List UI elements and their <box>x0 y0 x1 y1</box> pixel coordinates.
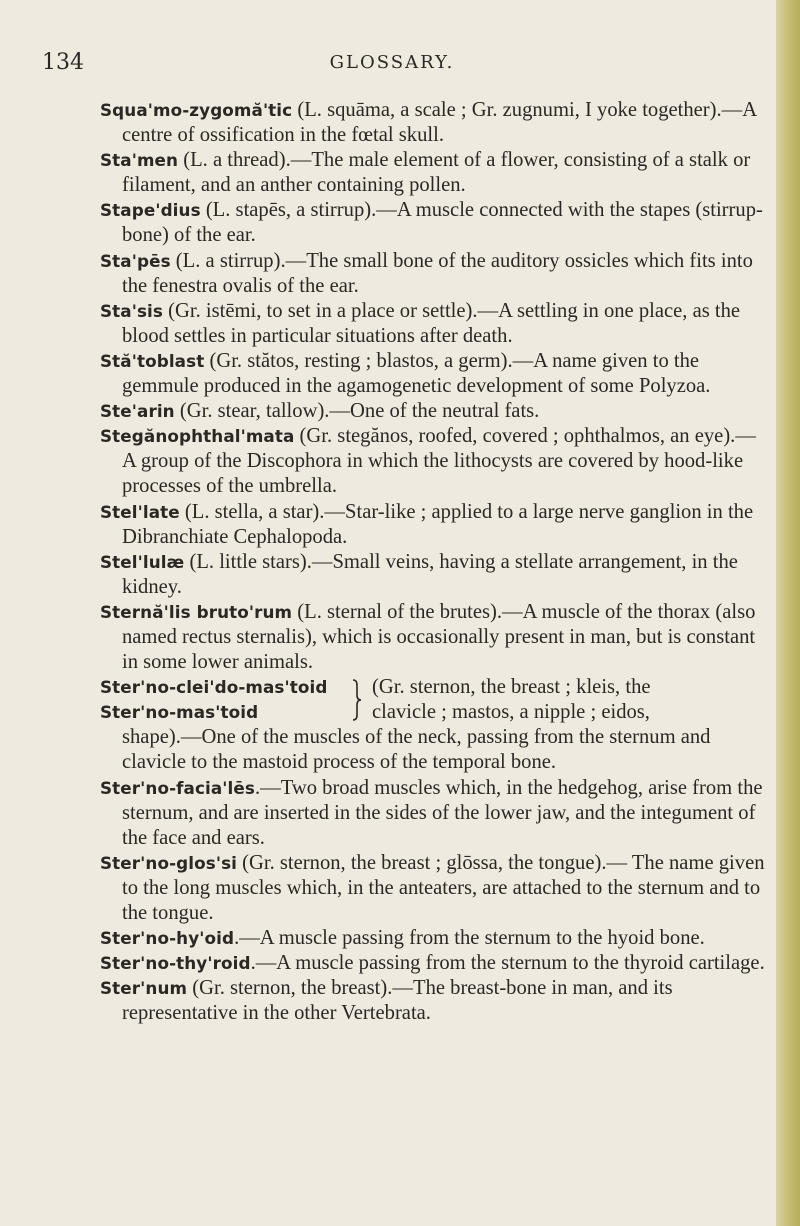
headword: Ster'no-clei'do-mas'toid <box>100 677 328 698</box>
definition: shape).—One of the muscles of the neck, passing from the sternum and clavicle to the mastoid process of the temporal bone. <box>122 726 711 774</box>
definition-line: clavicle ; mastos, a nipple ; eidos, <box>372 701 650 724</box>
page-edge <box>776 0 800 1226</box>
glossary-entry <box>100 424 768 499</box>
page-header <box>42 50 742 78</box>
headword: Ster'no-facia'lēs <box>100 777 255 798</box>
paired-headwords <box>100 675 327 725</box>
glossary-entry <box>100 550 768 600</box>
definition: (L. a thread).—The male element of a flower, consisting of a stalk or filament, and an anther containing pollen. <box>122 149 751 197</box>
brace-icon <box>352 679 362 721</box>
definition: (L. stella, a star).—Star-like ; applied to a large nerve ganglion in the Dibranchiate Cephalopoda. <box>122 500 754 548</box>
headword: Squa'mo-zygomă'tic <box>100 100 293 120</box>
definition: (Gr. stear, tallow).—One of the neutral fats. <box>174 400 540 423</box>
definition: (Gr. stegănos, roofed, covered ; ophthalmos, an eye).—A group of the Discophora in which the lithocysts are covered by hood-like processes of the umbrella. <box>122 425 756 498</box>
headword: Ster'no-mas'toid <box>100 702 259 723</box>
definition: (L. squāma, a scale ; Gr. zugnumi, I yoke together).—A centre of ossification in the fœtal skull. <box>122 99 757 147</box>
headword: Ster'no-thy'roid <box>100 953 251 974</box>
glossary-entry <box>100 249 768 299</box>
glossary-entry <box>100 148 768 198</box>
headword: Stel'lulæ <box>100 551 185 572</box>
glossary-entry <box>100 976 768 1026</box>
glossary-entry <box>100 926 768 951</box>
definition: .—A muscle passing from the sternum to the thyroid cartilage. <box>250 952 765 975</box>
running-head: GLOSSARY. <box>329 52 455 73</box>
page-number: 134 <box>42 50 84 75</box>
glossary-entry <box>100 600 768 675</box>
definition: (Gr. sternon, the breast).—The breast-bone in man, and its representative in the other Vertebrata. <box>122 977 673 1025</box>
definition: (Gr. stătos, resting ; blastos, a germ).—A name given to the gemmule produced in the agamogenetic development of some Polyzoa. <box>122 349 711 398</box>
definition: (L. sternal of the brutes).—A muscle of the thorax (also named rectus sternalis), which is occasionally present in man, but is constant in some lower animals. <box>122 600 756 674</box>
headword: Ste'arin <box>100 401 175 422</box>
headword: Stel'late <box>100 501 180 522</box>
definition: (L. a stirrup).—The small bone of the auditory ossicles which fits into the fenestra ovalis of the ear. <box>122 249 753 297</box>
definition: .—A muscle passing from the sternum to the hyoid bone. <box>234 927 705 950</box>
paired-glossary-entry <box>100 675 768 775</box>
definition: (Gr. istēmi, to set in a place or settle).—A settling in one place, as the blood settles in particular situations after death. <box>122 299 741 347</box>
glossary-entry <box>100 299 768 349</box>
headword: Stape'dius <box>100 200 201 221</box>
headword: Sta'sis <box>100 300 163 321</box>
glossary-entry <box>100 349 768 399</box>
glossary-entries <box>100 98 768 1026</box>
headword: Sternă'lis bruto'rum <box>100 601 293 622</box>
glossary-entry <box>100 500 768 550</box>
definition: (Gr. sternon, the breast ; glōssa, the tongue).— The name given to the long muscles which, in the anteaters, are attached to the sternum and to the tongue. <box>122 851 765 924</box>
headword: Sta'men <box>100 150 179 171</box>
definition-line: (Gr. sternon, the breast ; kleis, the <box>372 676 651 699</box>
headword: Ster'no-glos'si <box>100 852 238 873</box>
headword: Ster'no-hy'oid <box>100 928 235 949</box>
glossary-entry <box>100 951 768 976</box>
headword: Sta'pēs <box>100 250 171 271</box>
glossary-entry <box>100 776 768 851</box>
definition: (L. stapēs, a stirrup).—A muscle connected with the stapes (stirrup-bone) of the ear. <box>122 199 763 247</box>
glossary-entry <box>100 851 768 926</box>
definition: (L. little stars).—Small veins, having a stellate arrangement, in the kidney. <box>122 550 738 598</box>
glossary-entry <box>100 198 768 248</box>
glossary-entry <box>100 399 768 424</box>
glossary-entry <box>100 98 768 148</box>
headword: Stegănophthal'mata <box>100 426 295 447</box>
headword: Stă'toblast <box>100 350 205 371</box>
headword: Ster'num <box>100 978 188 999</box>
definition: .—Two broad muscles which, in the hedgehog, arise from the sternum, and are inserted in the sides of the lower jaw, and the integument of the face and ears. <box>122 776 763 849</box>
